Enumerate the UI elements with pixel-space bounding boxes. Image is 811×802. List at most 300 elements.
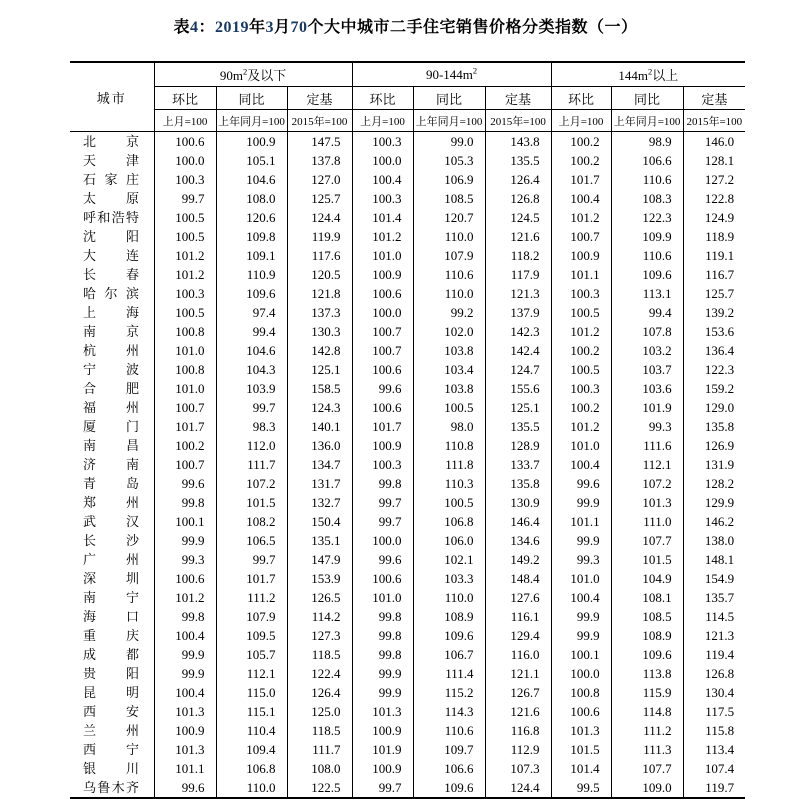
value-cell: 104.6 [216, 341, 287, 360]
value-cell: 102.0 [413, 322, 485, 341]
value-cell: 134.7 [287, 455, 352, 474]
value-cell: 99.9 [154, 645, 216, 664]
city-cell [70, 360, 154, 379]
table-row [70, 664, 745, 683]
value-cell: 148.4 [485, 569, 551, 588]
value-cell: 118.5 [287, 645, 352, 664]
value-cell: 99.6 [154, 474, 216, 493]
value-cell: 108.0 [216, 189, 287, 208]
city-name: 南昌 [83, 438, 139, 453]
value-cell: 101.0 [352, 588, 413, 607]
value-cell: 135.7 [683, 588, 745, 607]
value-cell: 122.8 [683, 189, 745, 208]
value-cell: 110.8 [413, 436, 485, 455]
table-row [70, 550, 745, 569]
metric-header: 环比 [551, 87, 611, 110]
group-header-90to144: $90-144m^2$ [352, 62, 551, 87]
value-cell: 99.8 [352, 607, 413, 626]
city-name: 大连 [83, 248, 139, 263]
city-cell [70, 626, 154, 645]
value-cell: 109.9 [611, 227, 683, 246]
value-cell: 110.0 [413, 284, 485, 303]
value-cell: 100.2 [551, 132, 611, 152]
base-header: 上年同月=100 [413, 110, 485, 132]
value-cell: 146.2 [683, 512, 745, 531]
city-name: 重庆 [83, 628, 139, 643]
value-cell: 99.0 [413, 132, 485, 152]
value-cell: 107.2 [611, 474, 683, 493]
value-cell: 122.3 [683, 360, 745, 379]
value-cell: 109.8 [216, 227, 287, 246]
value-cell: 142.8 [287, 341, 352, 360]
table-header [70, 62, 745, 132]
value-cell: 99.9 [352, 664, 413, 683]
value-cell: 142.3 [485, 322, 551, 341]
table-row [70, 493, 745, 512]
value-cell: 110.0 [413, 227, 485, 246]
city-cell [70, 569, 154, 588]
value-cell: 103.8 [413, 379, 485, 398]
base-header: 2015年=100 [485, 110, 551, 132]
city-name: 长春 [83, 267, 139, 282]
value-cell: 113.1 [611, 284, 683, 303]
value-cell: 125.1 [485, 398, 551, 417]
value-cell: 121.6 [485, 702, 551, 721]
value-cell: 101.9 [611, 398, 683, 417]
city-cell [70, 379, 154, 398]
city-name: 成都 [83, 647, 139, 662]
value-cell: 134.6 [485, 531, 551, 550]
value-cell: 100.1 [551, 645, 611, 664]
city-cell [70, 607, 154, 626]
table-row [70, 322, 745, 341]
value-cell: 115.2 [413, 683, 485, 702]
table-row [70, 417, 745, 436]
city-name: 宁波 [83, 362, 139, 377]
value-cell: 109.6 [413, 778, 485, 798]
table-row [70, 303, 745, 322]
value-cell: 109.6 [216, 284, 287, 303]
value-cell: 99.7 [352, 512, 413, 531]
city-name: 哈尔滨 [83, 286, 139, 301]
value-cell: 110.6 [413, 721, 485, 740]
value-cell: 108.5 [413, 189, 485, 208]
value-cell: 135.8 [683, 417, 745, 436]
value-cell: 105.7 [216, 645, 287, 664]
value-cell: 126.5 [287, 588, 352, 607]
value-cell: 99.3 [611, 417, 683, 436]
value-cell: 122.4 [287, 664, 352, 683]
table-row [70, 683, 745, 702]
value-cell: 101.3 [611, 493, 683, 512]
metric-header: 定基 [683, 87, 745, 110]
value-cell: 108.1 [611, 588, 683, 607]
value-cell: 121.6 [485, 227, 551, 246]
value-cell: 99.9 [551, 626, 611, 645]
value-cell: 159.2 [683, 379, 745, 398]
city-cell [70, 588, 154, 607]
value-cell: 117.6 [287, 246, 352, 265]
value-cell: 135.5 [485, 417, 551, 436]
value-cell: 114.8 [611, 702, 683, 721]
value-cell: 100.5 [154, 303, 216, 322]
value-cell: 103.7 [611, 360, 683, 379]
value-cell: 124.5 [485, 208, 551, 227]
value-cell: 110.9 [216, 265, 287, 284]
value-cell: 105.1 [216, 151, 287, 170]
value-cell: 100.4 [154, 626, 216, 645]
value-cell: 104.6 [216, 170, 287, 189]
city-name: 济南 [83, 457, 139, 472]
value-cell: 103.8 [413, 341, 485, 360]
value-cell: 128.1 [683, 151, 745, 170]
value-cell: 127.0 [287, 170, 352, 189]
value-cell: 101.2 [551, 417, 611, 436]
value-cell: 116.1 [485, 607, 551, 626]
value-cell: 131.9 [683, 455, 745, 474]
city-cell [70, 398, 154, 417]
value-cell: 100.0 [352, 531, 413, 550]
value-cell: 107.9 [413, 246, 485, 265]
city-cell [70, 474, 154, 493]
city-cell [70, 303, 154, 322]
value-cell: 99.3 [551, 550, 611, 569]
value-cell: 99.9 [154, 664, 216, 683]
value-cell: 121.3 [683, 626, 745, 645]
value-cell: 97.4 [216, 303, 287, 322]
value-cell: 104.9 [611, 569, 683, 588]
value-cell: 143.8 [485, 132, 551, 152]
group-header-under90: $90m^2$及以下 [154, 62, 352, 87]
value-cell: 124.3 [287, 398, 352, 417]
value-cell: 98.9 [611, 132, 683, 152]
city-name: 长沙 [83, 533, 139, 548]
value-cell: 99.9 [551, 607, 611, 626]
value-cell: 111.7 [287, 740, 352, 759]
value-cell: 100.7 [154, 455, 216, 474]
value-cell: 98.0 [413, 417, 485, 436]
value-cell: 100.6 [551, 702, 611, 721]
city-cell [70, 436, 154, 455]
value-cell: 102.1 [413, 550, 485, 569]
value-cell: 101.2 [154, 246, 216, 265]
city-name: 杭州 [83, 343, 139, 358]
table-row [70, 132, 745, 152]
value-cell: 99.7 [352, 778, 413, 798]
value-cell: 99.6 [352, 550, 413, 569]
value-cell: 99.7 [352, 493, 413, 512]
value-cell: 117.9 [485, 265, 551, 284]
table-row [70, 702, 745, 721]
city-name: 厦门 [83, 419, 139, 434]
table-row [70, 227, 745, 246]
city-name: 广州 [83, 552, 139, 567]
city-cell [70, 246, 154, 265]
city-cell [70, 778, 154, 798]
base-header: 上月=100 [154, 110, 216, 132]
table-body [70, 132, 745, 799]
value-cell: 100.2 [551, 151, 611, 170]
city-name: 银川 [83, 761, 139, 776]
value-cell: 100.3 [551, 284, 611, 303]
table-row [70, 151, 745, 170]
value-cell: 100.3 [352, 132, 413, 152]
value-cell: 124.9 [683, 208, 745, 227]
value-cell: 105.3 [413, 151, 485, 170]
city-cell [70, 740, 154, 759]
value-cell: 100.0 [154, 151, 216, 170]
value-cell: 150.4 [287, 512, 352, 531]
value-cell: 100.7 [352, 322, 413, 341]
value-cell: 158.5 [287, 379, 352, 398]
value-cell: 111.2 [216, 588, 287, 607]
value-cell: 106.7 [413, 645, 485, 664]
value-cell: 100.9 [352, 759, 413, 778]
value-cell: 100.9 [216, 132, 287, 152]
city-name: 天津 [83, 153, 139, 168]
value-cell: 129.9 [683, 493, 745, 512]
value-cell: 128.2 [683, 474, 745, 493]
value-cell: 115.9 [611, 683, 683, 702]
value-cell: 107.2 [216, 474, 287, 493]
value-cell: 124.4 [485, 778, 551, 798]
value-cell: 146.4 [485, 512, 551, 531]
value-cell: 100.6 [154, 569, 216, 588]
value-cell: 99.9 [154, 531, 216, 550]
value-cell: 100.2 [551, 341, 611, 360]
value-cell: 103.9 [216, 379, 287, 398]
city-name: 南宁 [83, 590, 139, 605]
value-cell: 112.9 [485, 740, 551, 759]
value-cell: 100.3 [352, 189, 413, 208]
value-cell: 101.0 [551, 436, 611, 455]
value-cell: 125.7 [683, 284, 745, 303]
city-cell [70, 550, 154, 569]
value-cell: 126.4 [287, 683, 352, 702]
value-cell: 100.0 [352, 151, 413, 170]
value-cell: 138.0 [683, 531, 745, 550]
value-cell: 126.8 [683, 664, 745, 683]
value-cell: 139.2 [683, 303, 745, 322]
table-row [70, 189, 745, 208]
value-cell: 101.3 [154, 702, 216, 721]
value-cell: 142.4 [485, 341, 551, 360]
value-cell: 100.3 [154, 170, 216, 189]
value-cell: 109.0 [611, 778, 683, 798]
table-row [70, 398, 745, 417]
value-cell: 108.9 [413, 607, 485, 626]
value-cell: 101.7 [551, 170, 611, 189]
value-cell: 100.6 [352, 360, 413, 379]
value-cell: 153.9 [287, 569, 352, 588]
value-cell: 119.7 [683, 778, 745, 798]
value-cell: 101.3 [154, 740, 216, 759]
table-row [70, 645, 745, 664]
value-cell: 125.7 [287, 189, 352, 208]
value-cell: 101.2 [352, 227, 413, 246]
value-cell: 149.2 [485, 550, 551, 569]
value-cell: 136.4 [683, 341, 745, 360]
base-header: 上月=100 [352, 110, 413, 132]
table-row [70, 588, 745, 607]
value-cell: 127.2 [683, 170, 745, 189]
metric-header: 同比 [611, 87, 683, 110]
value-cell: 106.6 [413, 759, 485, 778]
table-row [70, 360, 745, 379]
value-cell: 135.5 [485, 151, 551, 170]
table-row [70, 569, 745, 588]
city-cell [70, 284, 154, 303]
value-cell: 111.4 [413, 664, 485, 683]
value-cell: 99.8 [154, 607, 216, 626]
value-cell: 100.0 [551, 664, 611, 683]
table-row [70, 284, 745, 303]
value-cell: 124.7 [485, 360, 551, 379]
value-cell: 114.5 [683, 607, 745, 626]
value-cell: 130.3 [287, 322, 352, 341]
city-cell [70, 417, 154, 436]
value-cell: 129.4 [485, 626, 551, 645]
table-row [70, 379, 745, 398]
value-cell: 99.7 [216, 398, 287, 417]
base-header: 2015年=100 [683, 110, 745, 132]
value-cell: 127.6 [485, 588, 551, 607]
value-cell: 100.4 [551, 455, 611, 474]
value-cell: 118.5 [287, 721, 352, 740]
metric-header: 定基 [485, 87, 551, 110]
value-cell: 100.6 [352, 398, 413, 417]
value-cell: 110.4 [216, 721, 287, 740]
value-cell: 100.4 [551, 189, 611, 208]
table-row [70, 170, 745, 189]
value-cell: 155.6 [485, 379, 551, 398]
value-cell: 100.5 [551, 360, 611, 379]
city-cell [70, 265, 154, 284]
city-name: 郑州 [83, 495, 139, 510]
city-cell [70, 759, 154, 778]
value-cell: 100.5 [154, 208, 216, 227]
value-cell: 99.6 [154, 778, 216, 798]
value-cell: 100.4 [551, 588, 611, 607]
page-title: 表4：2019年3月70个大中城市二手住宅销售价格分类指数（一） [173, 19, 638, 36]
table-row [70, 455, 745, 474]
value-cell: 121.8 [287, 284, 352, 303]
value-cell: 100.3 [154, 284, 216, 303]
value-cell: 126.8 [485, 189, 551, 208]
value-cell: 116.8 [485, 721, 551, 740]
metric-header: 环比 [154, 87, 216, 110]
city-name: 青岛 [83, 476, 139, 491]
group-header-over144: $144m^2$以上 [551, 62, 745, 87]
city-name: 兰州 [83, 723, 139, 738]
value-cell: 106.8 [216, 759, 287, 778]
value-cell: 101.2 [551, 208, 611, 227]
value-cell: 99.5 [551, 778, 611, 798]
value-cell: 107.3 [485, 759, 551, 778]
value-cell: 99.3 [154, 550, 216, 569]
value-cell: 99.9 [352, 683, 413, 702]
city-name: 南京 [83, 324, 139, 339]
value-cell: 110.0 [413, 588, 485, 607]
city-name: 沈阳 [83, 229, 139, 244]
value-cell: 126.4 [485, 170, 551, 189]
city-name: 乌鲁木齐 [83, 780, 139, 795]
value-cell: 101.1 [154, 759, 216, 778]
value-cell: 100.4 [352, 170, 413, 189]
value-cell: 101.5 [611, 550, 683, 569]
value-cell: 109.5 [216, 626, 287, 645]
city-name: 深圳 [83, 571, 139, 586]
value-cell: 113.8 [611, 664, 683, 683]
header-row-groups [70, 62, 745, 87]
value-cell: 110.3 [413, 474, 485, 493]
value-cell: 100.2 [154, 436, 216, 455]
value-cell: 101.3 [551, 721, 611, 740]
city-name: 太原 [83, 191, 139, 206]
value-cell: 100.6 [352, 569, 413, 588]
city-cell [70, 455, 154, 474]
city-cell [70, 170, 154, 189]
value-cell: 109.6 [413, 626, 485, 645]
city-cell [70, 702, 154, 721]
city-cell [70, 132, 154, 152]
table-row [70, 531, 745, 550]
value-cell: 106.9 [413, 170, 485, 189]
city-cell [70, 189, 154, 208]
value-cell: 120.6 [216, 208, 287, 227]
value-cell: 99.9 [551, 531, 611, 550]
value-cell: 111.2 [611, 721, 683, 740]
city-cell [70, 322, 154, 341]
value-cell: 101.0 [154, 379, 216, 398]
value-cell: 106.5 [216, 531, 287, 550]
value-cell: 107.4 [683, 759, 745, 778]
table-row [70, 208, 745, 227]
value-cell: 103.6 [611, 379, 683, 398]
city-column-header: 城市 [70, 62, 154, 132]
value-cell: 101.0 [154, 341, 216, 360]
value-cell: 126.9 [683, 436, 745, 455]
value-cell: 101.2 [154, 265, 216, 284]
table-row [70, 778, 745, 798]
city-name: 上海 [83, 305, 139, 320]
value-cell: 100.7 [551, 227, 611, 246]
table-row [70, 740, 745, 759]
city-name: 武汉 [83, 514, 139, 529]
city-cell [70, 721, 154, 740]
value-cell: 108.2 [216, 512, 287, 531]
value-cell: 136.0 [287, 436, 352, 455]
value-cell: 101.7 [154, 417, 216, 436]
value-cell: 135.8 [485, 474, 551, 493]
value-cell: 111.6 [611, 436, 683, 455]
value-cell: 110.0 [216, 778, 287, 798]
table-row [70, 265, 745, 284]
value-cell: 114.2 [287, 607, 352, 626]
value-cell: 100.2 [551, 398, 611, 417]
value-cell: 125.1 [287, 360, 352, 379]
value-cell: 100.3 [551, 379, 611, 398]
table-row [70, 436, 745, 455]
value-cell: 114.3 [413, 702, 485, 721]
value-cell: 117.5 [683, 702, 745, 721]
value-cell: 99.8 [352, 474, 413, 493]
value-cell: 100.9 [352, 721, 413, 740]
value-cell: 100.7 [154, 398, 216, 417]
city-cell [70, 683, 154, 702]
header-row-base [70, 110, 745, 132]
value-cell: 111.3 [611, 740, 683, 759]
